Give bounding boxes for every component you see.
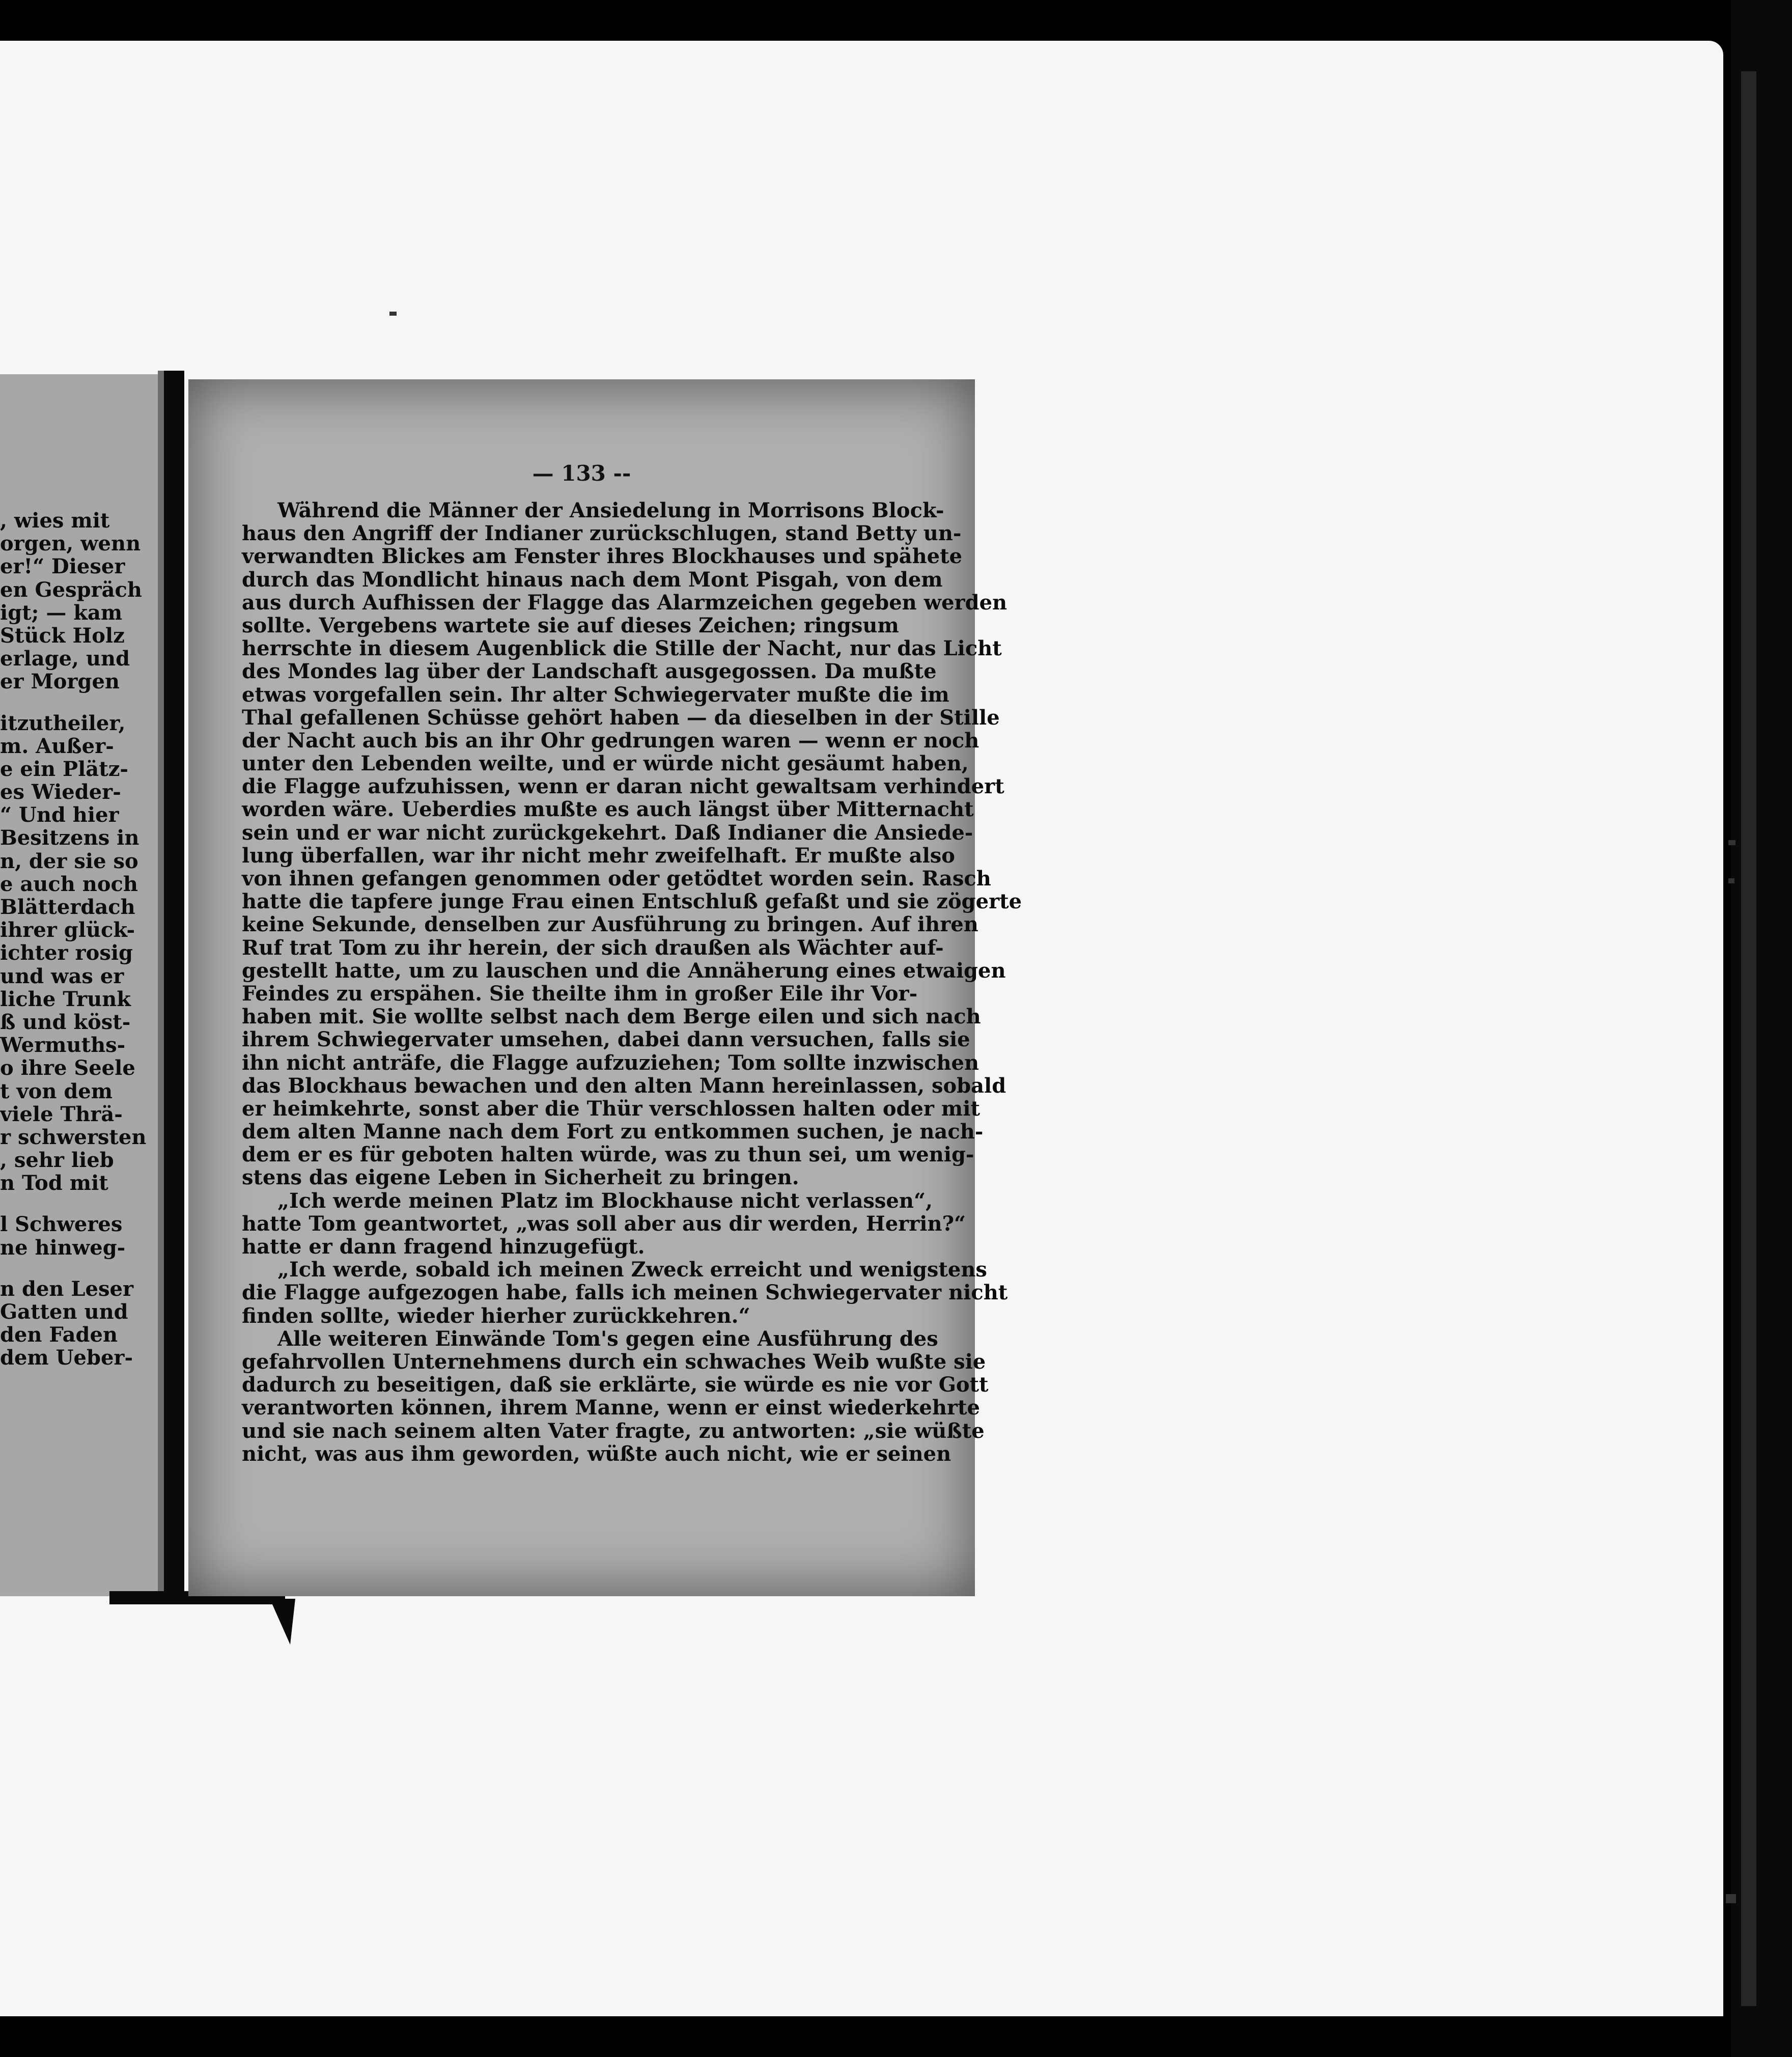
- left-text-fragment: dem Ueber-: [0, 1346, 133, 1370]
- text-line: worden wäre. Ueberdies mußte es auch längst über Mitternacht: [242, 797, 974, 822]
- left-text-fragment: , sehr lieb: [0, 1148, 114, 1173]
- page-number: — 133 --: [532, 461, 631, 486]
- right-page: [188, 379, 1022, 1596]
- text-line: verantworten können, ihrem Manne, wenn er einst wiederkehrte: [242, 1396, 980, 1420]
- text-line: lung überfallen, war ihr nicht mehr zweifelhaft. Er mußte also: [242, 843, 955, 868]
- left-text-fragment: ß und köst-: [0, 1010, 131, 1034]
- left-text-fragment: ihrer glück-: [0, 918, 135, 942]
- text-line: gestellt hatte, um zu lauschen und die Annäherung eines etwaigen: [242, 958, 1006, 983]
- left-text-fragment: Stück Holz: [0, 623, 125, 648]
- left-page-text: [0, 509, 147, 1370]
- cover-corner: [270, 1599, 295, 1645]
- left-text-fragment: er Morgen: [0, 670, 120, 694]
- text-line: sein und er war nicht zurückgekehrt. Daß Indianer die Ansiede-: [242, 820, 973, 845]
- left-text-fragment: en Gespräch: [0, 577, 142, 602]
- left-text-fragment: e ein Plätz-: [0, 757, 129, 781]
- text-line: ihn nicht anträfe, die Flagge aufzuziehen; Tom sollte inzwischen: [242, 1050, 979, 1075]
- text-line: des Mondes lag über der Landschaft ausgegossen. Da mußte: [242, 659, 937, 684]
- left-text-fragment: [0, 1194, 104, 1213]
- left-text-fragment: e auch noch: [0, 872, 138, 896]
- text-line: durch das Mondlicht hinaus nach dem Mont Pisgah, von dem: [242, 567, 943, 592]
- text-line: gefahrvollen Unternehmens durch ein schwaches Weib wußte sie: [242, 1349, 986, 1374]
- film-edge: [1731, 0, 1792, 2057]
- text-line: Ruf trat Tom zu ihr herein, der sich draußen als Wächter auf-: [242, 935, 944, 960]
- left-text-fragment: ichter rosig: [0, 941, 133, 965]
- book-spine: [164, 371, 184, 1599]
- text-line: hatte Tom geantwortet, „was soll aber aus dir werden, Herrin?“: [242, 1211, 966, 1236]
- text-line: aus durch Aufhissen der Flagge das Alarmzeichen gegeben werden: [242, 590, 1007, 615]
- text-line: sollte. Vergebens wartete sie auf dieses Zeichen; ringsum: [242, 613, 899, 637]
- left-text-fragment: Gatten und: [0, 1300, 128, 1324]
- text-line: und sie nach seinem alten Vater fragte, zu antworten: „sie wüßte: [242, 1419, 985, 1443]
- left-text-fragment: Wermuths-: [0, 1033, 126, 1058]
- left-text-fragment: l Schweres: [0, 1212, 123, 1237]
- text-line: hatte die tapfere junge Frau einen Entschluß gefaßt und sie zögerte: [242, 889, 1022, 914]
- left-text-fragment: n den Leser: [0, 1276, 134, 1301]
- text-line: finden sollte, wieder hierher zurückkehren.“: [242, 1303, 750, 1328]
- text-line: haben mit. Sie wollte selbst nach dem Berge eilen und sich nach: [242, 1005, 981, 1029]
- left-text-fragment: o ihre Seele: [0, 1056, 135, 1080]
- left-text-fragment: , wies mit: [0, 509, 110, 533]
- text-line: haus den Angriff der Indianer zurückschlugen, stand Betty un-: [242, 521, 962, 546]
- text-line: dadurch zu beseitigen, daß sie erklärte, sie würde es nie vor Gott: [242, 1373, 989, 1397]
- left-text-fragment: itzutheiler,: [0, 711, 126, 735]
- text-line: herrschte in diesem Augenblick die Stille der Nacht, nur das Licht: [242, 636, 1002, 661]
- left-text-fragment: t von dem: [0, 1079, 113, 1103]
- text-line: das Blockhaus bewachen und den alten Mann hereinlassen, sobald: [242, 1073, 1006, 1098]
- left-text-fragment: n, der sie so: [0, 849, 138, 873]
- left-text-fragment: “ Und hier: [0, 803, 119, 827]
- text-line: dem alten Manne nach dem Fort zu entkommen suchen, je nach-: [242, 1120, 984, 1144]
- left-text-fragment: erlage, und: [0, 647, 130, 671]
- left-text-fragment: n Tod mit: [0, 1171, 108, 1196]
- text-line: Während die Männer der Ansiedelung in Morrisons Block-: [277, 498, 944, 522]
- left-page: [0, 374, 168, 1596]
- left-text-fragment: und was er: [0, 964, 124, 988]
- speck: [1726, 1894, 1736, 1903]
- left-text-fragment: Blätterdach: [0, 895, 135, 919]
- left-text-fragment: igt; — kam: [0, 600, 123, 625]
- text-line: unter den Lebenden weilte, und er würde nicht gesäumt haben,: [242, 752, 969, 776]
- left-text-fragment: viele Thrä-: [0, 1102, 123, 1126]
- text-line: stens das eigene Leben in Sicherheit zu bringen.: [242, 1165, 799, 1190]
- text-line: Thal gefallenen Schüsse gehört haben — da dieselben in der Stille: [242, 705, 1000, 730]
- text-line: dem er es für geboten halten würde, was zu thun sei, um wenig-: [242, 1143, 974, 1167]
- speck: [1728, 840, 1735, 845]
- left-text-fragment: Besitzens in: [0, 826, 139, 850]
- text-line: etwas vorgefallen sein. Ihr alter Schwiegervater mußte die im: [242, 682, 949, 707]
- left-text-fragment: [0, 1259, 104, 1277]
- left-text-fragment: r schwersten: [0, 1125, 147, 1149]
- text-line: der Nacht auch bis an ihr Ohr gedrungen waren — wenn er noch: [242, 728, 979, 753]
- text-line: keine Sekunde, denselben zur Ausführung zu bringen. Auf ihren: [242, 912, 978, 937]
- left-text-fragment: liche Trunk: [0, 987, 131, 1011]
- text-line: ihrem Schwiegervater umsehen, dabei dann versuchen, falls sie: [242, 1027, 970, 1052]
- speck: [389, 312, 397, 316]
- text-line: nicht, was aus ihm geworden, wüßte auch nicht, wie er seinen: [242, 1441, 951, 1466]
- text-line: Alle weiteren Einwände Tom's gegen eine Ausführung des: [277, 1326, 938, 1351]
- text-line: „Ich werde meinen Platz im Blockhause nicht verlassen“,: [277, 1188, 933, 1213]
- left-text-fragment: ne hinweg-: [0, 1235, 126, 1260]
- left-text-fragment: orgen, wenn: [0, 532, 141, 556]
- text-line: die Flagge aufzuhissen, wenn er daran nicht gewaltsam verhindert: [242, 774, 1004, 799]
- left-text-fragment: m. Außer-: [0, 734, 114, 758]
- left-text-fragment: er!“ Dieser: [0, 554, 125, 579]
- film-edge-bar: [1741, 71, 1756, 2006]
- text-line: „Ich werde, sobald ich meinen Zweck erreicht und wenigstens: [277, 1258, 987, 1282]
- left-text-fragment: [0, 693, 104, 712]
- text-line: verwandten Blickes am Fenster ihres Blockhauses und spähete: [242, 544, 963, 569]
- text-line: Feindes zu erspähen. Sie theilte ihm in großer Eile ihr Vor-: [242, 981, 918, 1006]
- left-text-fragment: den Faden: [0, 1323, 118, 1347]
- text-line: er heimkehrte, sonst aber die Thür verschlossen halten oder mit: [242, 1096, 980, 1121]
- text-line: hatte er dann fragend hinzugefügt.: [242, 1235, 645, 1259]
- right-page-text: [242, 498, 1022, 1466]
- left-text-fragment: es Wieder-: [0, 780, 121, 804]
- text-line: die Flagge aufgezogen habe, falls ich meinen Schwiegervater nicht: [242, 1281, 1008, 1305]
- speck: [1728, 878, 1734, 883]
- text-line: von ihnen gefangen genommen oder getödtet worden sein. Rasch: [242, 867, 991, 891]
